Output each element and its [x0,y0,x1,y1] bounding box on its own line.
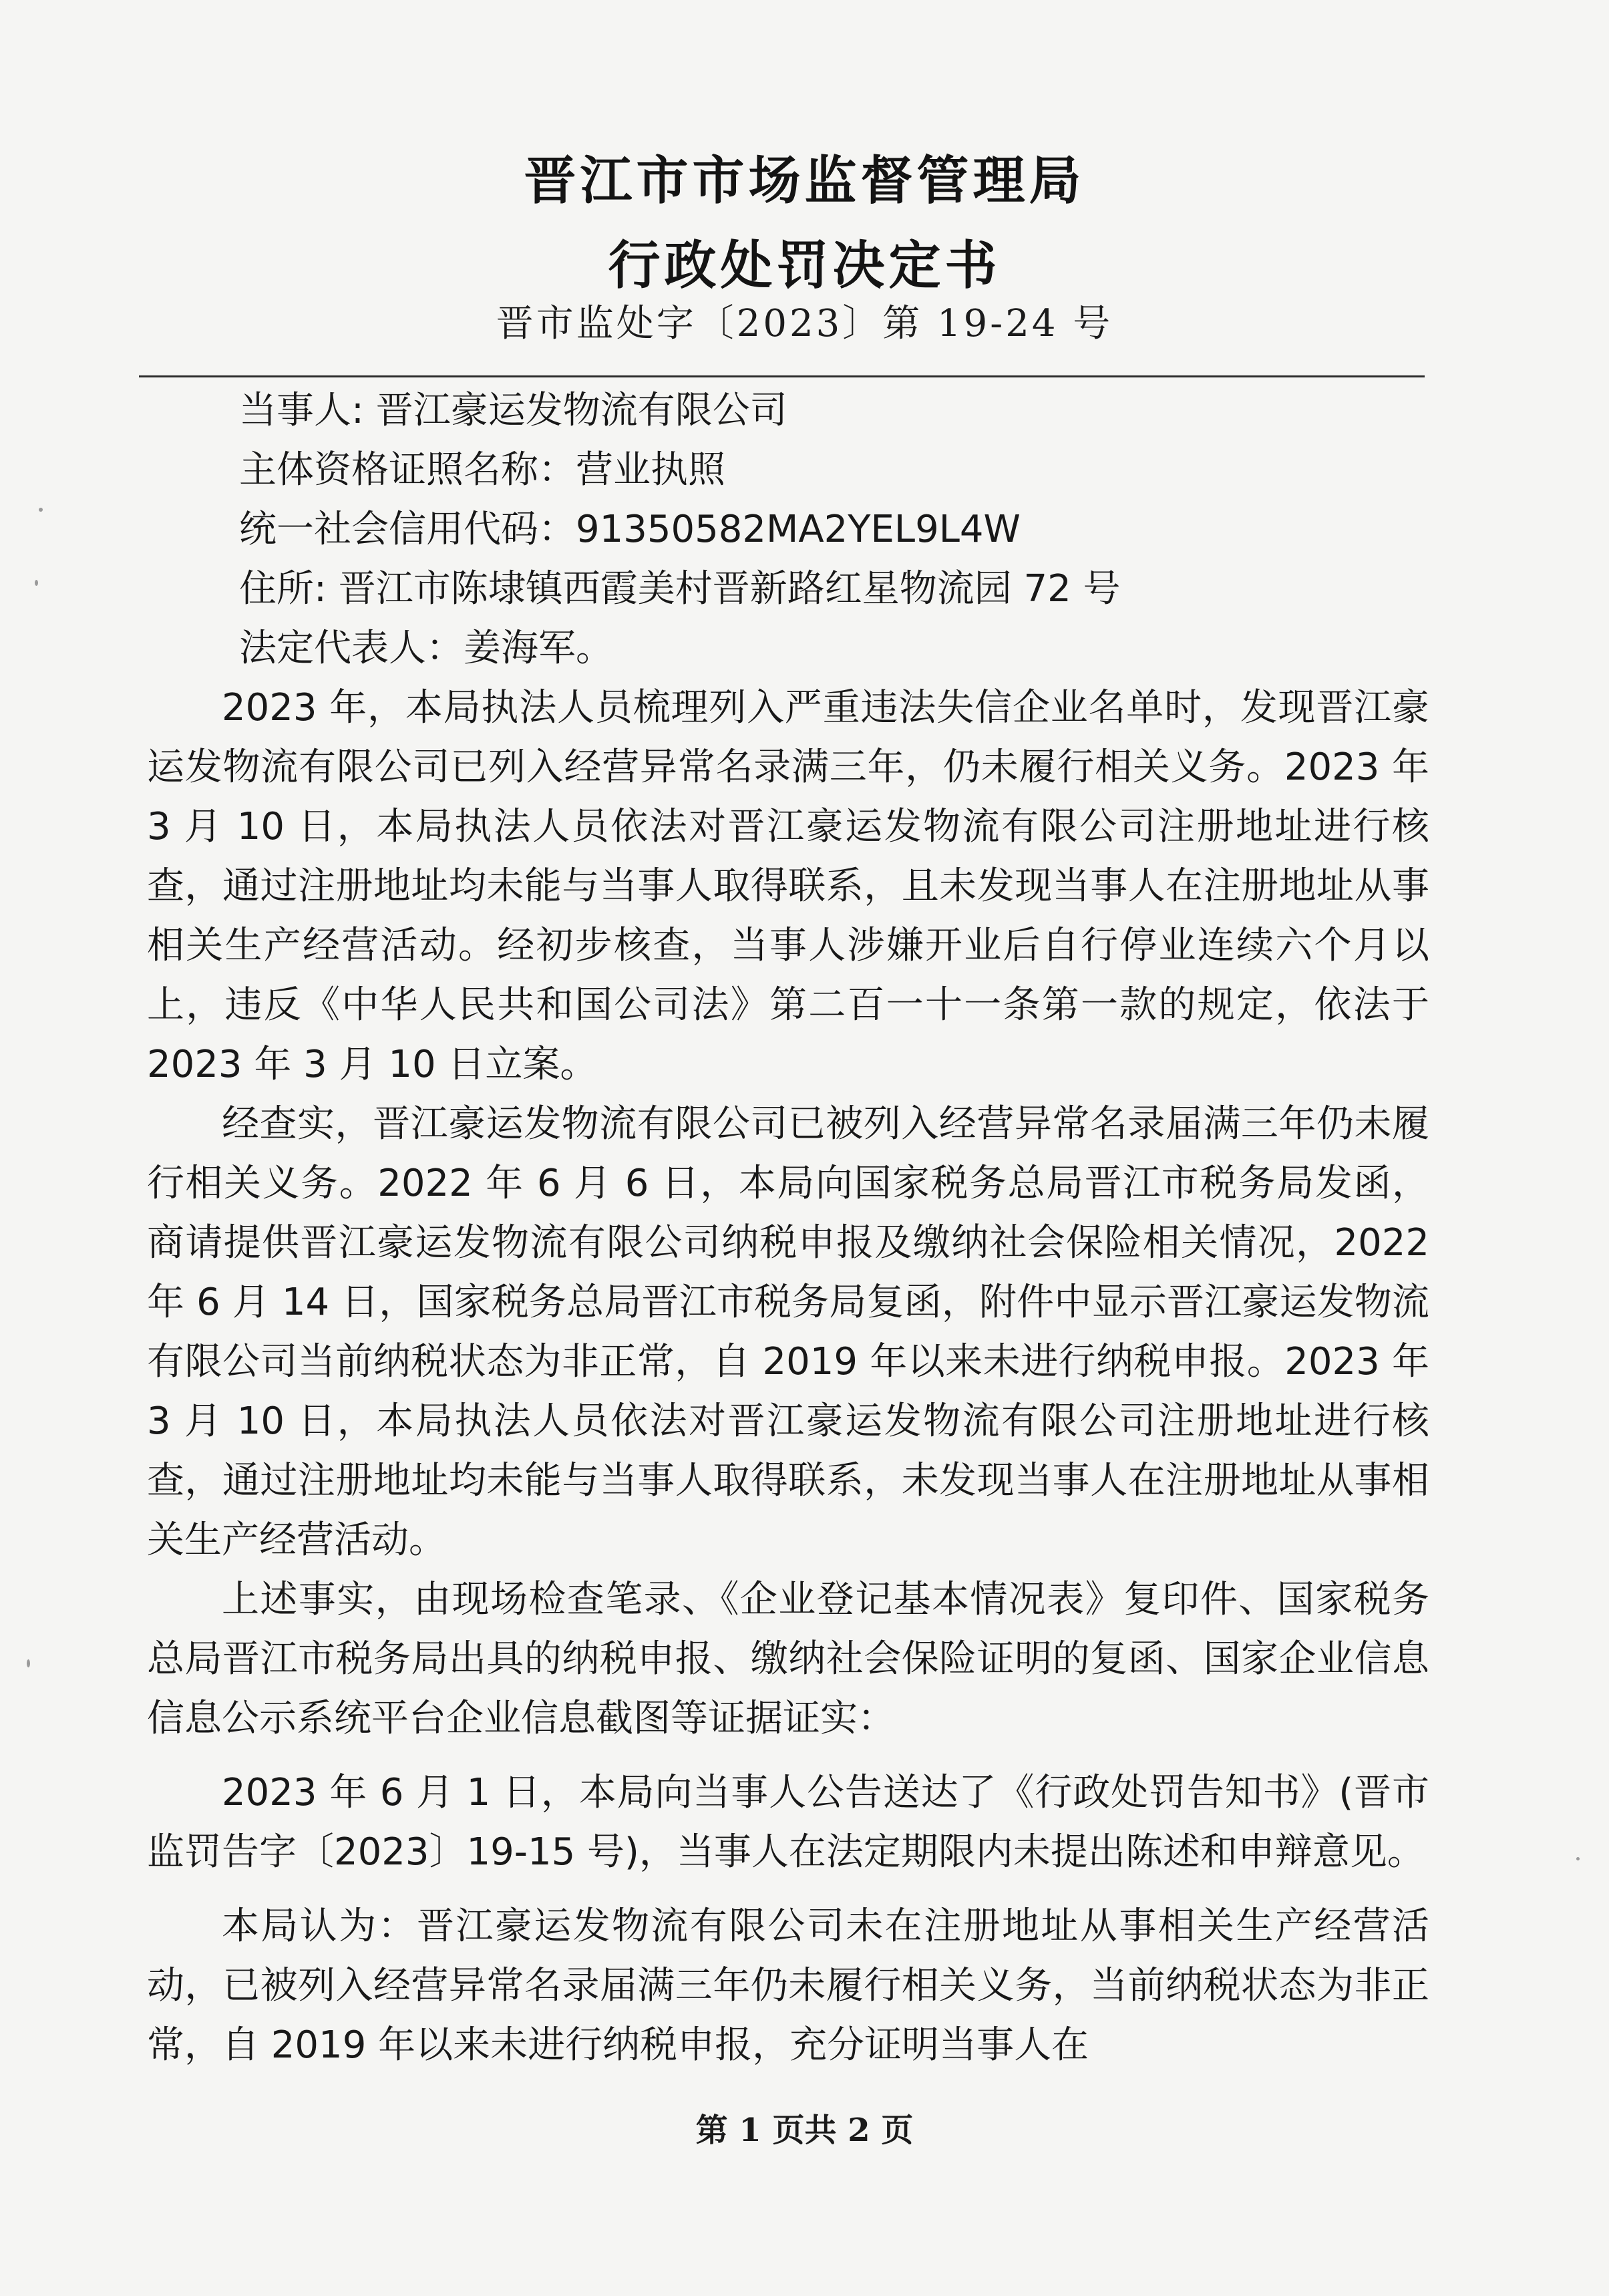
scan-speck [35,580,38,586]
address-label: 住所: [239,567,327,611]
legal-rep-label: 法定代表人： [239,627,464,670]
credit-code-value: 91350582MA2YEL9L4W [576,508,1021,551]
credit-code-line [147,500,1429,559]
license-line [147,440,1429,500]
party-name-label: 当事人: [239,389,364,432]
notice-service-paragraph: 2023 年 6 月 1 日，本局向当事人公告送达了《行政处罚告知书》(晋市监罚告字〔2023〕19-15 号)，当事人在法定期限内未提出陈述和申辩意见。 [147,1771,1429,1874]
investigation-findings-paragraph: 经查实，晋江豪运发物流有限公司已被列入经营异常名录届满三年仍未履行相关义务。2022 年 6 月 6 日，本局向国家税务总局晋江市税务局发函，商请提供晋江豪运发物流有限公司纳税申报及缴纳社会保险相关情况，2022 年 6 月 14 日，国家税务总局晋江市税务局复函，附件中显示晋江豪运发物流有限公司当前纳税状态为非正常，自 2019 年以来未进行纳税申报。2023 年 3 月 10 日，本局执法人员依法对晋江豪运发物流有限公司注册地址进行核查，通过注册地址均未能与当事人取得联系，未发现当事人在注册地址从事相关生产经营活动。 [147,1102,1429,1562]
document-type-title: 行政处罚决定书 [608,235,1001,296]
scan-speck [27,1659,30,1667]
legal-rep-value: 姜海军。 [464,627,613,670]
address-line [147,559,1429,619]
party-name-line [147,381,1429,440]
bureau-opinion-paragraph: 本局认为：晋江豪运发物流有限公司未在注册地址从事相关生产经营活动，已被列入经营异常名录届满三年仍未履行相关义务，当前纳税状态为非正常，自 2019 年以来未进行纳税申报，充分证明当事人在 [147,1905,1429,2067]
license-value: 营业执照 [576,448,725,492]
document-body [147,381,1429,2075]
legal-rep-line [147,619,1429,678]
issuing-authority-title: 晋江市市场监督管理局 [524,150,1085,211]
license-label: 主体资格证照名称： [239,448,576,492]
evidence-paragraph: 上述事实，由现场检查笔录、《企业登记基本情况表》复印件、国家税务总局晋江市税务局出具的纳税申报、缴纳社会保险证明的复函、国家企业信息信息公示系统平台企业信息截图等证据证实： [147,1578,1429,1740]
party-name: 晋江豪运发物流有限公司 [375,389,787,432]
document-number: 晋市监处字〔2023〕第 19-24 号 [496,302,1113,345]
credit-code-label: 统一社会信用代码： [239,508,576,551]
scan-speck [1576,1857,1580,1860]
case-filing-paragraph: 2023 年，本局执法人员梳理列入严重违法失信企业名单时，发现晋江豪运发物流有限公司已列入经营异常名录满三年，仍未履行相关义务。2023 年 3 月 10 日，本局执法人员依法对晋江豪运发物流有限公司注册地址进行核查，通过注册地址均未能与当事人取得联系，且未发现当事人在注册地址从事相关生产经营活动。经初步核查，当事人涉嫌开业后自行停业连续六个月以上，违反《中华人民共和国公司法》第二百一十一条第一款的规定，依法于 2023 年 3 月 10 日立案。 [147,686,1429,1086]
scan-speck [39,508,43,512]
address-value: 晋江市陈埭镇西霞美村晋新路红星物流园 72 号 [338,567,1121,611]
page-number: 第 1 页共 2 页 [695,2112,914,2149]
header-divider [139,375,1425,377]
